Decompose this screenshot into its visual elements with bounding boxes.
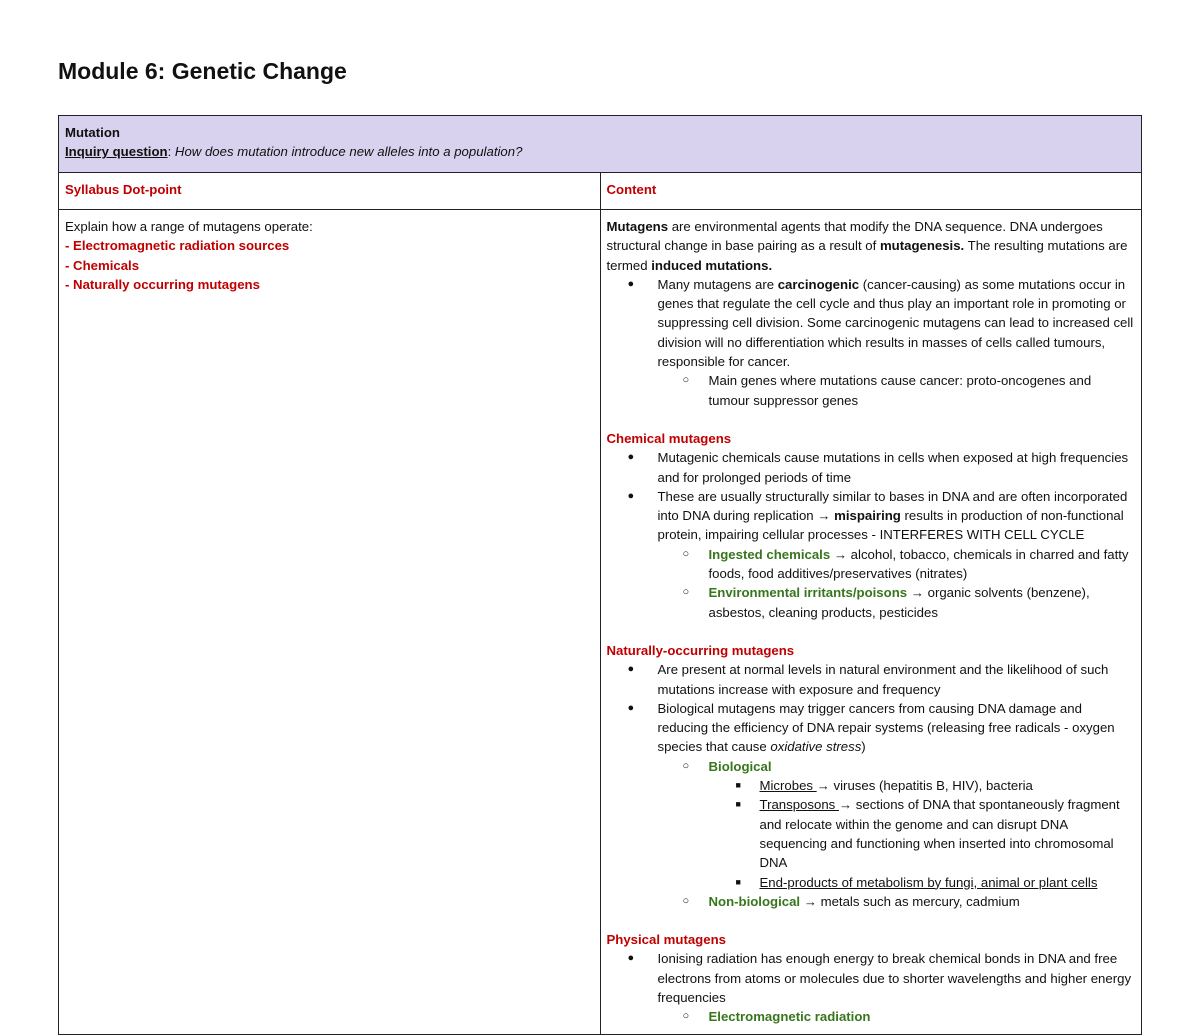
sub-label: Environmental irritants/poisons [708,585,908,601]
section-heading: Naturally-occurring mutagens [606,642,795,658]
bullet-circle-icon: ○ [682,586,690,599]
term-mutagens: Mutagens [606,219,669,234]
bullet-text: Many mutagens are [657,276,778,292]
intro-paragraph [607,217,1136,275]
bullet-circle-icon: ○ [682,374,690,387]
syllabus-intro: Explain how a range of mutagens operate: [65,219,313,234]
intro-text: are environmental agents that modify the DNA sequence. DNA undergoes structural change in base pairing as a result of [606,219,1103,254]
bullet-item [607,448,1136,487]
topic-label: Mutation [65,125,120,140]
bullet-item [607,949,1136,1007]
sub-bullet-item [607,545,1136,584]
sub-bullet-item [607,371,1136,410]
sub-sub-label: Transposons [759,797,839,813]
bullet-circle-icon: ○ [682,1010,690,1023]
bullet-square-icon: ■ [735,876,741,887]
notes-table [58,115,1142,1035]
sub-label: Electromagnetic radiation [708,1009,871,1025]
page-title: Module 6: Genetic Change [58,58,347,84]
sub-label: Ingested chemicals [708,546,831,562]
sub-sub-bullet-item [607,873,1136,892]
column-header-syllabus [59,173,601,210]
bullet-dot-icon: ● [627,451,635,464]
sub-sub-bullet-text: → sections of DNA that spontaneously fragment and relocate within the genome and can disrupt DNA sequencing and functioning when inserted into chromosomal DNA [759,797,1120,871]
bullet-item [607,699,1136,757]
inquiry-label: Inquiry question [65,144,168,160]
content-column-label: Content [606,182,657,197]
sub-sub-label: Microbes [759,778,817,794]
bullet-circle-icon: ○ [682,759,690,772]
section-heading: Chemical mutagens [606,430,732,446]
term-mutagenesis: mutagenesis. [879,238,965,254]
bullet-dot-icon: ● [627,701,635,714]
bullet-square-icon: ■ [735,799,741,810]
bullet-circle-icon: ○ [682,894,690,907]
term-mispairing: mispairing [834,508,901,524]
sub-label: Biological [708,758,772,774]
intro-text: The resulting mutations are termed [606,238,1128,273]
sub-bullet-item [607,1007,1136,1026]
bullet-square-icon: ■ [735,780,741,791]
bullet-text: These are usually structurally similar to bases in DNA and are often incorporated into DNA during replication → [657,488,1128,524]
physical-mutagens-section [607,930,1136,1026]
bullet-text: Biological mutagens may trigger cancers from causing DNA damage and reducing the efficiency of DNA repair systems (releasing free radicals - oxygen species that cause [657,700,1115,755]
sub-bullet-item [607,757,1136,776]
sub-sub-bullet-text: → viruses (hepatitis B, HIV), bacteria [816,778,1033,794]
sub-bullet-text: → alcohol, tobacco, chemicals in charred and fatty foods, food additives/preservatives (nitrates) [708,546,1129,582]
bullet-text: results in production of non-functional protein, impairing cellular processes - INTERFERES WITH CELL CYCLE [657,508,1124,543]
sub-bullet-text: → organic solvents (benzene), asbestos, cleaning products, pesticides [708,585,1090,620]
bullet-circle-icon: ○ [682,547,690,560]
syllabus-cell [59,210,601,1035]
sub-bullet-item [607,583,1136,622]
bullet-text: Ionising radiation has enough energy to break chemical bonds in DNA and free electrons from atoms or molecules due to shorter wavelengths and higher energy frequencies [657,951,1132,1005]
bullet-text: Mutagenic chemicals cause mutations in cells when exposed at high frequencies and for prolonged periods of time [657,450,1129,485]
chemical-mutagens-section [607,429,1136,622]
column-header-row [59,173,1142,210]
syllabus-item: - Naturally occurring mutagens [65,276,260,292]
inquiry-colon: : [167,144,172,160]
sub-sub-bullet-item [607,795,1136,872]
bullet-item [607,487,1136,545]
syllabus-item: - Chemicals [65,257,140,273]
sub-sub-bullet-item [607,776,1136,795]
sub-bullet-text: → metals such as mercury, cadmium [800,893,1020,909]
section-heading: Physical mutagens [606,932,726,948]
syllabus-item: - Electromagnetic radiation sources [65,238,290,254]
sub-bullet-item [607,892,1136,911]
topic-header-cell [59,116,1142,173]
sub-label: Non-biological [708,893,801,909]
bullet-text: ) [861,739,866,755]
inquiry-question [65,142,1135,161]
bullet-item [607,275,1136,371]
header-row [59,116,1142,173]
column-header-content [600,173,1142,210]
natural-mutagens-section [607,641,1136,911]
sub-sub-label: End-products of metabolism by fungi, animal or plant cells [759,874,1098,890]
syllabus-column-label: Syllabus Dot-point [65,182,182,197]
bullet-dot-icon: ● [627,277,635,290]
term-carcinogenic: carcinogenic [777,276,860,292]
bullet-item [607,660,1136,699]
bullet-text: Are present at normal levels in natural environment and the likelihood of such mutations increase with exposure and frequency [657,662,1109,697]
term-oxidative-stress: oxidative stress [770,739,862,755]
term-induced-mutations: induced mutations. [651,257,773,273]
bullet-dot-icon: ● [627,489,635,502]
bullet-dot-icon: ● [627,663,635,676]
bullet-dot-icon: ● [627,952,635,965]
sub-bullet-text: Main genes where mutations cause cancer: proto-oncogenes and tumour suppressor genes [708,373,1092,408]
content-row [59,210,1142,1035]
content-cell [600,210,1142,1035]
inquiry-text: How does mutation introduce new alleles into a population? [174,144,523,160]
bullet-text: (cancer-causing) as some mutations occur in genes that regulate the cell cycle and thus play an important role in promoting or suppressing cell division. Some carcinogenic mutagens can lead to increased cell division will no differentiation which results in masses of cells called tumours, responsible for cancer. [657,276,1134,370]
